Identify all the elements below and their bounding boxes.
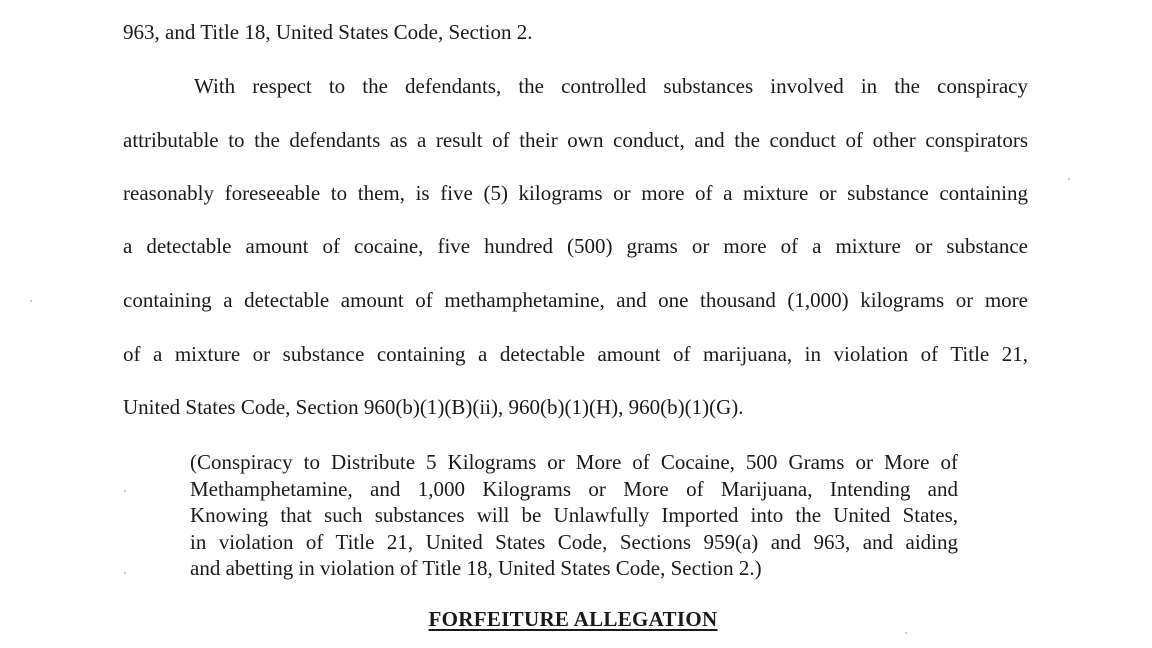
scan-speck — [1068, 178, 1070, 180]
paragraph-line: United States Code, Section 960(b)(1)(B)(ii), 960(b)(1)(H), 960(b)(1)(G). — [123, 395, 744, 419]
count-caption — [190, 449, 958, 582]
scan-speck — [124, 490, 126, 492]
paragraph-line: reasonably foreseeable to them, is five (5) kilograms or more of a mixture or substance containing — [123, 181, 1028, 205]
paragraph-line: attributable to the defendants as a result of their own conduct, and the conduct of other conspirators — [123, 128, 1028, 152]
scan-speck — [124, 572, 126, 574]
paragraph-line: of a mixture or substance containing a detectable amount of marijuana, in violation of Title 21, — [123, 342, 1028, 366]
caption-line: (Conspiracy to Distribute 5 Kilograms or More of Cocaine, 500 Grams or More of — [190, 450, 958, 474]
section-heading: FORFEITURE ALLEGATION — [428, 607, 718, 631]
paragraph-line: containing a detectable amount of methamphetamine, and one thousand (1,000) kilograms or more — [123, 288, 1028, 312]
scan-speck — [905, 632, 907, 634]
caption-line: Knowing that such substances will be Unlawfully Imported into the United States, — [190, 503, 958, 527]
paragraph-line: With respect to the defendants, the controlled substances involved in the conspiracy — [194, 74, 1028, 98]
caption-line: and abetting in violation of Title 18, United States Code, Section 2.) — [190, 556, 762, 580]
paragraph-line: a detectable amount of cocaine, five hundred (500) grams or more of a mixture or substance — [123, 234, 1028, 258]
caption-line: in violation of Title 21, United States Code, Sections 959(a) and 963, and aiding — [190, 529, 958, 554]
paragraph-line: 963, and Title 18, United States Code, Section 2. — [123, 20, 533, 44]
caption-line: Methamphetamine, and 1,000 Kilograms or More of Marijuana, Intending and — [190, 476, 958, 501]
scan-speck — [30, 300, 32, 302]
